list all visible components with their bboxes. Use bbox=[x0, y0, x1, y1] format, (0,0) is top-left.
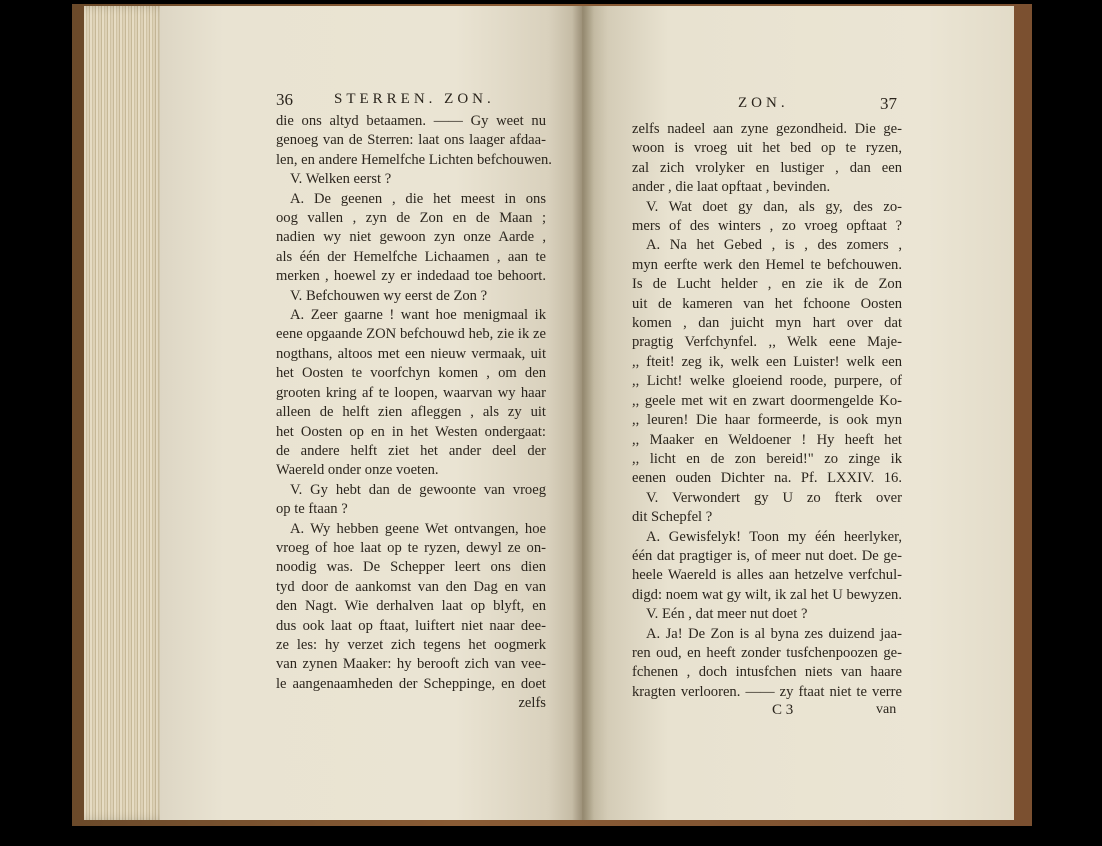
text-line: fchenen , doch intusfchen niets van haare bbox=[632, 664, 902, 681]
text-line: V. Befchouwen wy eerst de Zon ? bbox=[290, 287, 488, 304]
catchword: zelfs bbox=[518, 695, 546, 712]
text-line: ,, Maaker en Weldoener ! Hy heeft het bbox=[632, 431, 902, 448]
text-line: Waereld onder onze voeten. bbox=[276, 462, 439, 479]
text-line: ,, geele met wit en zwart doormengelde Ko- bbox=[632, 392, 902, 409]
text-line: den Nagt. Wie derhalven laat op blyft, en bbox=[276, 598, 546, 615]
text-line: V. Welken eerst ? bbox=[290, 171, 392, 188]
text-line: A. De geenen , die het meest in ons bbox=[290, 190, 546, 207]
text-line: Is de Lucht helder , en zie ik de Zon bbox=[632, 276, 902, 293]
text-line: van zynen Maaker: hy berooft zich van vee- bbox=[276, 656, 546, 673]
text-line: komen , dan juicht myn hart over dat bbox=[632, 315, 902, 332]
text-line: A. Wy hebben geene Wet ontvangen, hoe bbox=[290, 520, 546, 537]
text-line: kragten verlooren. —— zy ftaat niet te verre bbox=[632, 683, 902, 700]
right-running-head: ZON. bbox=[738, 95, 789, 111]
text-line: heele Waereld is alles aan hetzelve verfchul- bbox=[632, 567, 902, 584]
text-line: op te ftaan ? bbox=[276, 501, 348, 518]
text-line: noodig was. De Schepper leert ons dien bbox=[276, 559, 546, 576]
text-line: die ons altyd betaamen. —— Gy weet nu bbox=[276, 113, 546, 129]
text-line: uit de kameren van het fchoone Oosten bbox=[632, 295, 902, 312]
text-line: zelfs nadeel aan zyne gezondheid. Die ge- bbox=[632, 121, 902, 137]
text-line: oog vallen , zyn de Zon en de Maan ; bbox=[276, 210, 546, 227]
text-line: het Oosten op en in het Westen ondergaat: bbox=[276, 423, 546, 440]
book-gutter bbox=[572, 6, 594, 820]
text-line: A. Na het Gebed , is , des zomers , bbox=[646, 237, 902, 254]
text-line: vroeg of hoe laat op te ryzen, dewyl ze on- bbox=[276, 539, 546, 556]
text-line: ,, fteit! zeg ik, welk een Luister! welk een bbox=[632, 353, 902, 370]
text-line: ,, licht en de zon bereid!" zo zinge ik bbox=[632, 450, 902, 467]
page-edges bbox=[84, 6, 168, 820]
text-line: zal zich vrolyker en lustiger , dan een bbox=[632, 159, 902, 176]
text-line: dus ook laat op ftaat, luiftert niet naar dee- bbox=[276, 617, 546, 634]
right-page-number: 37 bbox=[880, 94, 897, 113]
text-line: de andere helft ziet het ander deel der bbox=[276, 442, 546, 459]
right-page-text bbox=[632, 120, 902, 702]
text-line: genoeg van de Sterren: laat ons laager afdaa- bbox=[276, 132, 546, 149]
text-line: alleen de helft zien afleggen , als zy uit bbox=[276, 404, 546, 421]
text-line: eene opgaande ZON befchouwd heb, zie ik ze bbox=[276, 326, 546, 343]
text-line: len, en andere Hemelfche Lichten befchouwen. bbox=[276, 151, 552, 168]
text-line: digd: noem wat gy wilt, ik zal het U bewyzen. bbox=[632, 586, 902, 603]
text-line: grooten kring af te loopen, waarvan wy haar bbox=[276, 384, 546, 401]
text-line: één dat pragtiger is, of meer nut doet. De ge- bbox=[632, 547, 902, 564]
text-line: nadien wy niet gewoon zyn onze Aarde , bbox=[276, 229, 546, 246]
left-running-head: STERREN. ZON. bbox=[334, 91, 495, 107]
text-line: eenen ouden Dichter na. Pf. LXXIV. 16. bbox=[632, 470, 902, 487]
text-line: A. Ja! De Zon is al byna zes duizend jaa- bbox=[646, 625, 902, 642]
text-line: als één der Hemelfche Lichaamen , aan te bbox=[276, 248, 546, 265]
text-line: pragtig Verfchynfel. ,, Welk eene Maje- bbox=[632, 334, 902, 351]
text-line: ,, leuren! Die haar formeerde, is ook myn bbox=[632, 412, 902, 429]
text-line: tyd door de aankomst van den Dag en van bbox=[276, 578, 546, 595]
text-line: A. Zeer gaarne ! want hoe menigmaal ik bbox=[290, 307, 546, 324]
left-page-text bbox=[276, 112, 552, 714]
text-line: V. Gy hebt dan de gewoonte van vroeg bbox=[290, 481, 546, 498]
text-line: dit Schepfel ? bbox=[632, 509, 713, 526]
text-line: mers of des winters , zo vroeg opftaat ? bbox=[632, 218, 902, 235]
text-line: V. Eén , dat meer nut doet ? bbox=[646, 606, 808, 623]
text-line: V. Verwondert gy U zo fterk over bbox=[646, 489, 902, 506]
text-line: woon is vroeg uit het bed op te ryzen, bbox=[632, 140, 902, 157]
catchword: van bbox=[876, 702, 897, 717]
text-line: A. Gewisfelyk! Toon my één heerlyker, bbox=[646, 528, 902, 545]
text-line: ze les: hy verzet zich tegens het oogmerk bbox=[276, 636, 546, 653]
signature-mark: C 3 bbox=[772, 702, 794, 718]
text-line: ander , die laat opftaat , bevinden. bbox=[632, 179, 831, 196]
text-line: nogthans, altoos met een nieuw vermaak, uit bbox=[276, 345, 546, 362]
text-line: merken , hoewel zy er indedaad toe behoort. bbox=[276, 268, 546, 285]
text-line: le aangenaamheden der Scheppinge, en doet bbox=[276, 675, 546, 692]
left-page-number: 36 bbox=[276, 90, 293, 109]
text-line: myn eerfte werk den Hemel te befchouwen. bbox=[632, 256, 902, 273]
text-line: ,, Licht! welke gloeiend roode, purpere, of bbox=[632, 373, 902, 390]
text-line: ren oud, en heeft zonder tusfchenpoozen ge- bbox=[632, 644, 902, 661]
text-line: V. Wat doet gy dan, als gy, des zo- bbox=[646, 198, 902, 215]
text-line: het Oosten te voorfchyn komen , om den bbox=[276, 365, 546, 382]
